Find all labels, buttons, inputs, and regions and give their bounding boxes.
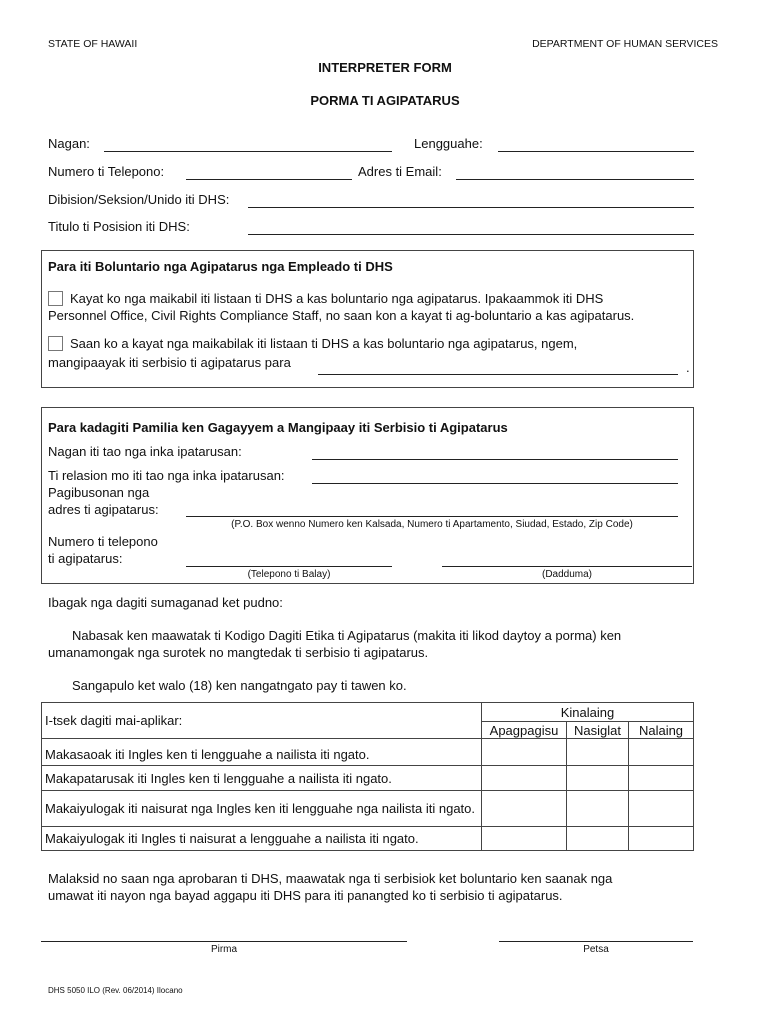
table-row (42, 827, 694, 851)
skill-checkbox-cell[interactable] (567, 739, 629, 766)
form-id: DHS 5050 ILO (Rev. 06/2014) Ilocano (48, 986, 183, 995)
volunteer-option1-checkbox[interactable] (48, 291, 63, 306)
phone-field[interactable] (186, 179, 352, 180)
name-label: Nagan: (48, 136, 90, 151)
skill-label: Makapatarusak iti Ingles ken ti lengguahe a nailista iti ngato. (42, 766, 482, 791)
email-field[interactable] (456, 179, 694, 180)
position-field[interactable] (248, 234, 694, 235)
skill-checkbox-cell[interactable] (567, 791, 629, 827)
date-field[interactable] (499, 941, 693, 942)
skill-checkbox-cell[interactable] (567, 766, 629, 791)
skill-checkbox-cell[interactable] (629, 766, 694, 791)
family-other-phone-label: (Dadduma) (541, 569, 593, 580)
family-address-label-1: Pagibusonan nga (48, 485, 150, 500)
department-label: DEPARTMENT OF HUMAN SERVICES (532, 38, 718, 50)
family-relation-label: Ti relasion mo iti tao nga inka ipatarusan: (48, 468, 285, 483)
state-label: STATE OF HAWAII (48, 38, 138, 50)
language-label: Lengguahe: (414, 136, 483, 151)
family-home-phone-field[interactable] (186, 566, 392, 567)
name-field[interactable] (104, 151, 392, 152)
ethics-statement-2: umanamongak nga surotek no mangtedak ti serbisio ti agipatarus. (48, 645, 429, 660)
statements-intro: Ibagak nga dagiti sumaganad ket pudno: (48, 595, 283, 610)
table-row (42, 791, 694, 827)
form-subtitle: PORMA TI AGIPATARUS (310, 93, 460, 108)
table-row (42, 766, 694, 791)
family-phone-label-1: Numero ti telepono (48, 534, 158, 549)
family-home-phone-label: (Telepono ti Balay) (247, 569, 331, 580)
family-relation-field[interactable] (312, 483, 678, 484)
skill-label: Makasaoak iti Ingles ken ti lengguahe a nailista iti ngato. (42, 739, 482, 766)
skills-check-label: I-tsek dagiti mai-aplikar: (42, 703, 482, 739)
skills-col-header: Apagpagisu (482, 722, 567, 739)
skill-checkbox-cell[interactable] (629, 739, 694, 766)
family-address-hint: (P.O. Box wenno Numero ken Kalsada, Numero ti Apartamento, Siudad, Estado, Zip Code) (231, 519, 633, 530)
age-statement: Sangapulo ket walo (18) ken nangatngato pay ti tawen ko. (72, 678, 407, 693)
volunteer-option2-text-1: Saan ko a kayat nga maikabilak iti listaan ti DHS a kas boluntario nga agipatarus, ngem, (70, 336, 578, 351)
family-other-phone-field[interactable] (442, 566, 692, 567)
division-field[interactable] (248, 207, 694, 208)
skill-label: Makaiyulogak iti naisurat nga Ingles ken iti lengguahe nga nailista iti ngato. (42, 791, 482, 827)
ethics-statement-1: Nabasak ken maawatak ti Kodigo Dagiti Etika ti Agipatarus (makita iti likod daytoy a porma) ken (72, 628, 622, 643)
volunteer-option2-checkbox[interactable] (48, 336, 63, 351)
closing-statement-2: umawat iti nayon nga bayad aggapu iti DHS para iti panangted ko ti serbisio ti agipatarus. (48, 888, 563, 903)
skill-checkbox-cell[interactable] (482, 739, 567, 766)
skill-checkbox-cell[interactable] (482, 791, 567, 827)
form-title: INTERPRETER FORM (318, 60, 452, 75)
volunteer-option2-text-2: mangipaayak iti serbisio ti agipatarus para (48, 355, 291, 370)
email-label: Adres ti Email: (358, 164, 442, 179)
skill-checkbox-cell[interactable] (629, 827, 694, 851)
skills-col-header: Nasiglat (567, 722, 629, 739)
skills-level-header: Kinalaing (482, 703, 694, 722)
family-name-label: Nagan iti tao nga inka ipatarusan: (48, 444, 242, 459)
skill-checkbox-cell[interactable] (482, 766, 567, 791)
volunteer-heading: Para iti Boluntario nga Agipatarus nga Empleado ti DHS (48, 259, 393, 274)
family-phone-label-2: ti agipatarus: (48, 551, 123, 566)
skill-checkbox-cell[interactable] (482, 827, 567, 851)
volunteer-for-field[interactable] (318, 374, 678, 375)
volunteer-option1-text-1: Kayat ko nga maikabil iti listaan ti DHS a kas boluntario nga agipatarus. Ipakaammok iti DHS (70, 291, 604, 306)
skill-checkbox-cell[interactable] (629, 791, 694, 827)
position-label: Titulo ti Posision iti DHS: (48, 219, 190, 234)
phone-label: Numero ti Telepono: (48, 164, 165, 179)
family-heading: Para kadagiti Pamilia ken Gagayyem a Mangipaay iti Serbisio ti Agipatarus (48, 420, 508, 435)
language-field[interactable] (498, 151, 694, 152)
family-address-label-2: adres ti agipatarus: (48, 502, 159, 517)
family-name-field[interactable] (312, 459, 678, 460)
family-address-field[interactable] (186, 516, 678, 517)
division-label: Dibision/Seksion/Unido iti DHS: (48, 192, 230, 207)
volunteer-period: . (686, 360, 690, 375)
volunteer-option1-text-2: Personnel Office, Civil Rights Compliance Staff, no saan kon a kayat ti ag-boluntario a kas agipatarus. (48, 308, 635, 323)
skills-col-header: Nalaing (629, 722, 694, 739)
signature-field[interactable] (41, 941, 407, 942)
skill-label: Makaiyulogak iti Ingles ti naisurat a lengguahe a nailista iti ngato. (42, 827, 482, 851)
signature-label: Pirma (210, 944, 238, 955)
closing-statement-1: Malaksid no saan nga aprobaran ti DHS, maawatak nga ti serbisiok ket boluntario ken saanak nga (48, 871, 613, 886)
skills-table (41, 702, 694, 851)
table-row (42, 739, 694, 766)
skill-checkbox-cell[interactable] (567, 827, 629, 851)
date-label: Petsa (583, 944, 609, 955)
